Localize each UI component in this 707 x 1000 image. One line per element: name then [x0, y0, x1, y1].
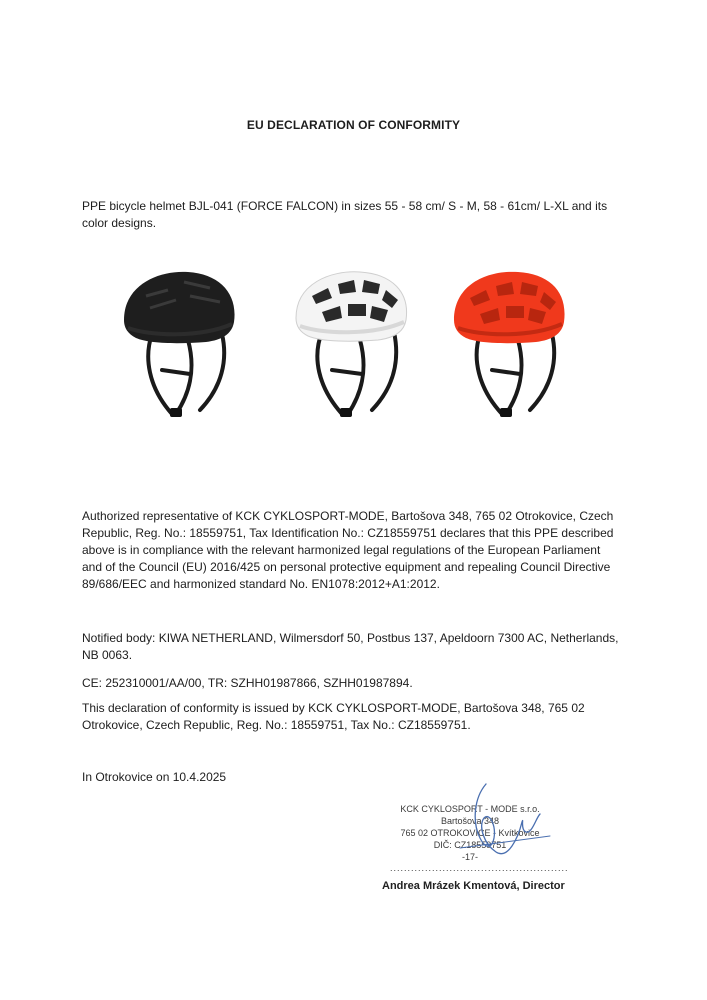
signature-line: ...................................................	[390, 863, 569, 873]
stamp-number: -17-	[461, 852, 478, 862]
stamp-company: KCK CYKLOSPORT - MODE s.r.o.	[400, 804, 540, 814]
ce-certificates: CE: 252310001/AA/00, TR: SZHH01987866, SZHH01987894.	[82, 676, 413, 690]
place-and-date: In Otrokovice on 10.4.2025	[82, 770, 227, 784]
notified-body: Notified body: KIWA NETHERLAND, Wilmersdorf 50, Postbus 137, Apeldoorn 7300 AC, Netherlands, NB 0063.	[82, 631, 619, 662]
stamp-city: 765 02 OTROKOVICE - Kvítkovice	[400, 828, 540, 838]
stamp-tax-id: DIČ: CZ18559751	[433, 840, 507, 850]
handwritten-signature	[400, 778, 580, 873]
authorized-representative-statement: Authorized representative of KCK CYKLOSPORT-MODE, Bartošova 348, 765 02 Otrokovice, Czech Republic, Reg. No.: 18559751, Tax Identification No.: CZ18559751 declares that this PPE described above is in compliance with the relevant harmonized legal regulations of the European Parliament and of the Council (EU) 2016/425 on personal protective equipment and repealing Council Directive 89/686/EEC and harmonized standard No. EN1078:2012+A1:2012.	[82, 509, 614, 591]
helmet-black-image	[110, 262, 260, 432]
document-title: EU DECLARATION OF CONFORMITY	[246, 118, 461, 132]
issued-by-statement: This declaration of conformity is issued by KCK CYKLOSPORT-MODE, Bartošova 348, 765 02 Otrokovice, Czech Republic, Reg. No.: 18559751, Tax No.: CZ18559751.	[82, 701, 585, 732]
product-description: PPE bicycle helmet BJL-041 (FORCE FALCON) in sizes 55 - 58 cm/ S - M, 58 - 61cm/ L-XL and its color designs.	[82, 199, 608, 230]
signatory-name: Andrea Mrázek Kmentová, Director	[382, 880, 565, 892]
helmet-images	[0, 262, 707, 432]
helmet-red-image	[440, 262, 590, 432]
helmet-white-image	[282, 262, 432, 432]
stamp-street: Bartošova 348	[440, 816, 500, 826]
